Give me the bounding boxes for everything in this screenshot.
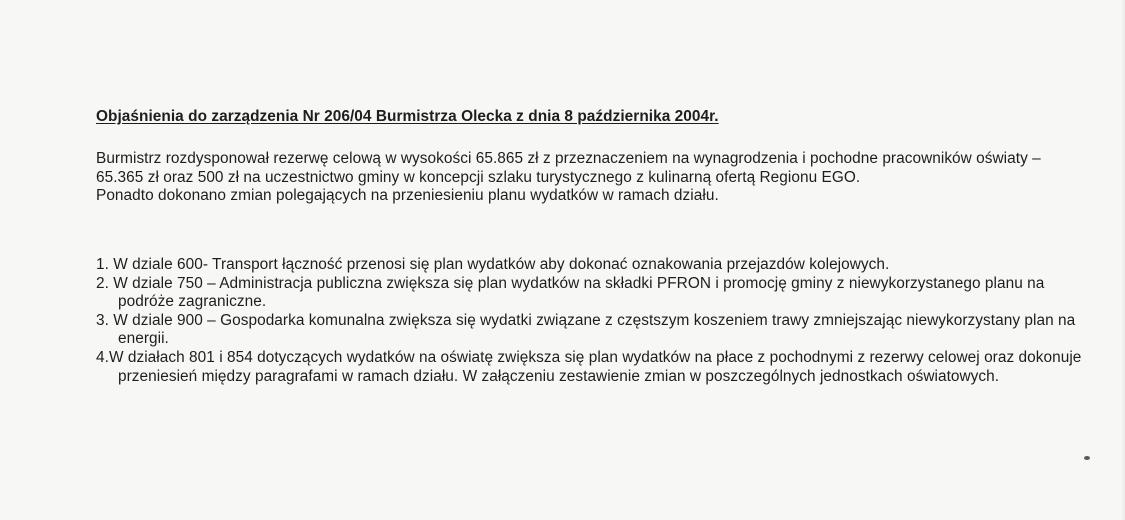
list-item-text: W dziale 750 – Administracja publiczna zwiększa się plan wydatków na składki PFRON i promocję gminy z niewykorzystanego planu na podróże zagraniczne. xyxy=(113,274,1045,311)
list-item-text: W dziale 900 – Gospodarka komunalna zwiększa się wydatki związane z częstszym koszeniem trawy zmniejszając niewykorzystany plan na energii. xyxy=(113,311,1076,348)
list-item xyxy=(96,256,1096,275)
list-item-number: 4. xyxy=(96,348,109,366)
document-title-text: Objaśnienia do zarządzenia Nr 206/04 Burmistrza Olecka z dnia 8 października 2004r xyxy=(96,108,715,125)
intro-paragraph: Burmistrz rozdysponował rezerwę celową w wysokości 65.865 zł z przeznaczeniem na wynagrodzenia i pochodne pracowników oświaty – 65.365 zł oraz 500 zł na uczestnictwo gminy w koncepcji szlaku turystycznego z kulinarną ofertą Regionu EGO. xyxy=(96,150,1041,186)
list-item xyxy=(96,312,1096,349)
list-item xyxy=(96,349,1096,386)
list-item-number: 3. xyxy=(96,311,109,329)
list-item-number: 1. xyxy=(96,256,109,273)
intro-section xyxy=(96,150,1086,206)
scan-speck xyxy=(1084,456,1090,460)
list-item-number: 2. xyxy=(96,274,109,292)
scan-edge-shadow xyxy=(1121,0,1125,520)
list-item xyxy=(96,275,1096,312)
changes-list xyxy=(96,256,1096,386)
document-title-period: . xyxy=(714,108,719,125)
list-item-text: W dziale 600- Transport łączność przenosi się plan wydatków aby dokonać oznakowania przejazdów kolejowych. xyxy=(113,256,890,273)
document-title xyxy=(96,108,719,127)
intro-paragraph-2: Ponadto dokonano zmian polegających na przeniesieniu planu wydatków w ramach działu. xyxy=(96,187,719,205)
list-item-text: W działach 801 i 854 dotyczących wydatków na oświatę zwiększa się plan wydatków na płace z pochodnymi z rezerwy celowej oraz dokonuje przeniesień między paragrafami w ramach działu. W załączeniu zestawienie zmian w poszczególnych jednostkach oświatowych. xyxy=(108,348,1082,385)
